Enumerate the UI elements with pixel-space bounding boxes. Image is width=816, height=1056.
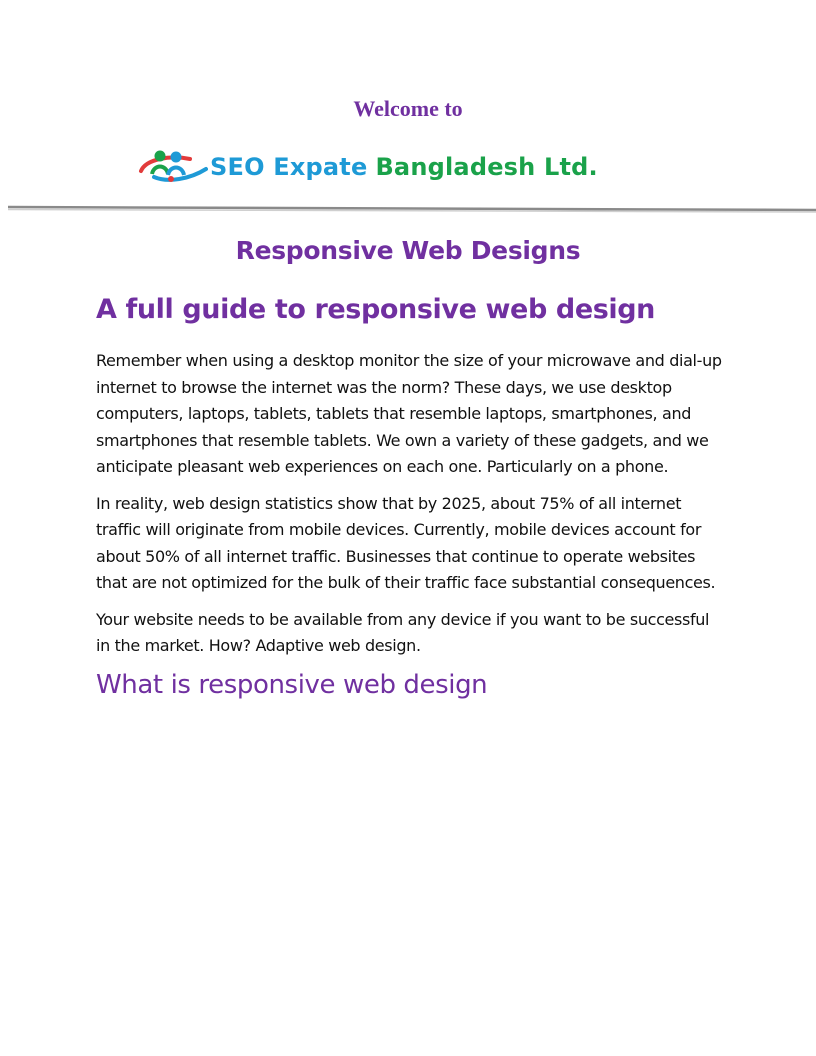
logo-text-seo-expate: SEO Expate xyxy=(210,153,368,181)
article-body xyxy=(96,348,726,700)
main-heading: A full guide to responsive web design xyxy=(96,294,656,325)
company-logo xyxy=(138,146,598,188)
paragraph: Remember when using a desktop monitor the size of your microwave and dial-up internet to browse the internet was the norm? These days, we use desktop computers, laptops, tablets, tablets that resemble laptops, smartphones, and smartphones that resemble tablets. We own a variety of these gadgets, and we anticipate pleasant web experiences on each one. Particularly on a phone. xyxy=(96,351,722,476)
section-subheading: What is responsive web design xyxy=(96,669,488,700)
header-divider xyxy=(8,205,816,213)
logo-people-icon xyxy=(138,147,208,187)
paragraph: In reality, web design statistics show that by 2025, about 75% of all internet traffic will originate from mobile devices. Currently, mobile devices account for about 50% of all internet traffic. Businesses that continue to operate websites that are not optimized for the bulk of their traffic face substantial consequences. xyxy=(96,493,716,592)
logo-text-bangladesh: Bangladesh Ltd. xyxy=(375,153,598,181)
welcome-title: Welcome to xyxy=(353,96,463,121)
page-heading: Responsive Web Designs xyxy=(235,236,581,265)
paragraph: Your website needs to be available from any device if you want to be successful in the market. How? Adaptive web design. xyxy=(96,609,710,655)
